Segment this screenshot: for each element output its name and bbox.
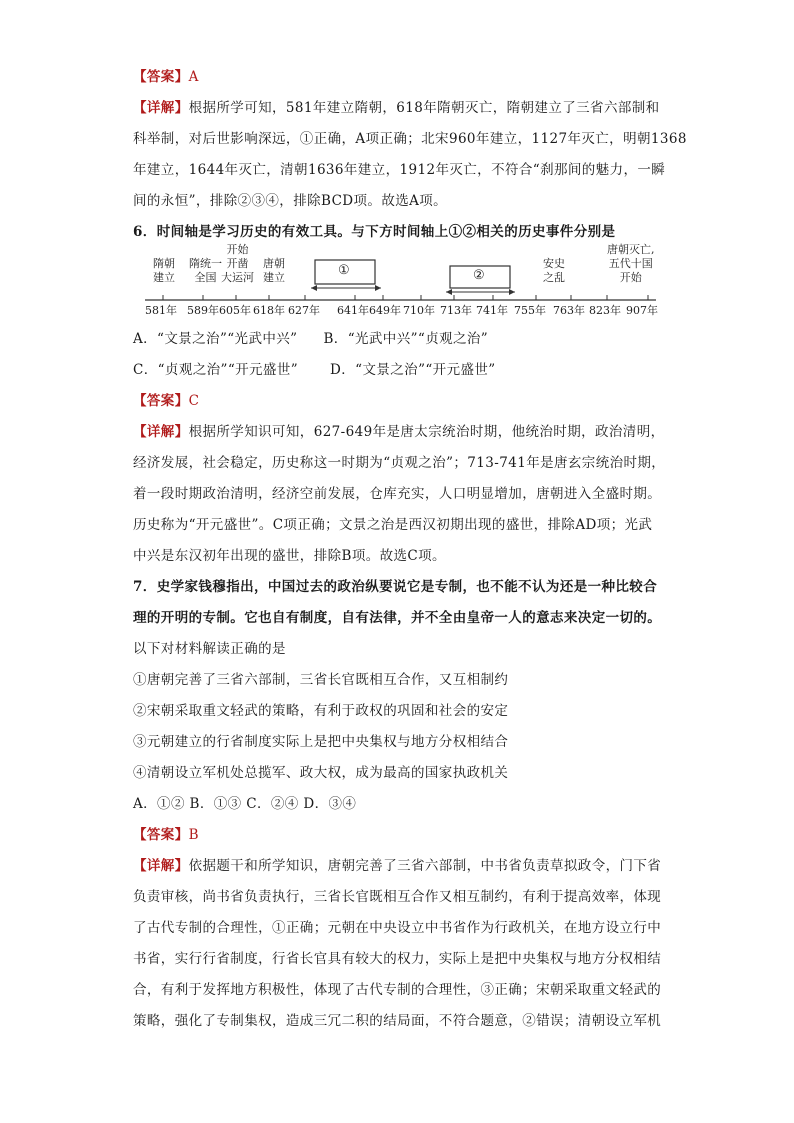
- option-c[interactable]: C．“贞观之治”“开元盛世”: [133, 362, 299, 378]
- q7-item: ②宋朝采取重文轻武的策略，有利于政权的巩固和社会的安定: [133, 703, 509, 719]
- timeline-year: 627年: [288, 304, 320, 317]
- timeline-year: 907年: [626, 304, 658, 317]
- q7-detail-line: 负责审核，尚书省负责执行，三省长官既相互合作又相互制约，有利于提高效率，体现: [133, 889, 662, 905]
- timeline-year: 713年: [440, 304, 472, 317]
- event-line: 唐朝灭亡,: [607, 243, 655, 256]
- timeline-figure: [133, 243, 668, 324]
- q6-detail-line: 中兴是东汉初年出现的盛世，排除B项。故选C项。: [133, 548, 446, 564]
- timeline-box-label-1: ①: [338, 263, 350, 278]
- timeline-box-label-2: ②: [473, 268, 485, 283]
- timeline-year: 649年: [369, 304, 401, 317]
- q5-detail-line: 科举制，对后世影响深远，①正确，A项正确；北宋960年建立，1127年灭亡，明朝1368: [133, 131, 687, 147]
- timeline-event: [189, 257, 222, 285]
- q7-item: ③元朝建立的行省制度实际上是把中央集权与地方分权相结合: [133, 734, 509, 750]
- q5-detail-line: 年建立，1644年灭亡，清朝1636年建立，1912年灭亡，不符合“刹那间的魅力，一瞬: [133, 162, 666, 178]
- q5-detail-line: [133, 93, 668, 124]
- timeline-event: [153, 257, 175, 285]
- document-page: [133, 62, 687, 1037]
- timeline-year: 581年: [145, 304, 177, 317]
- answer-value: B: [188, 827, 199, 843]
- detail-tag: 【详解】: [133, 424, 189, 440]
- q6-options-row: [133, 355, 668, 386]
- q7-answer-line: [133, 820, 668, 851]
- event-line: 建立: [153, 271, 175, 284]
- timeline-year: 710年: [403, 304, 435, 317]
- answer-value: A: [188, 69, 199, 85]
- event-line: 之乱: [543, 271, 565, 284]
- timeline-year: 823年: [589, 304, 621, 317]
- q6-detail-line: 经济发展，社会稳定，历史称这一时期为“贞观之治”；713-741年是唐玄宗统治时期，: [133, 455, 666, 471]
- q7-detail-line: [133, 851, 668, 882]
- timeline-year: 605年: [219, 304, 251, 317]
- timeline-event: [263, 257, 285, 285]
- timeline-year: 589年: [187, 304, 219, 317]
- timeline-event: [543, 257, 565, 285]
- event-line: 开始: [226, 243, 249, 256]
- event-line: 唐朝: [263, 257, 285, 270]
- event-line: 全国: [194, 271, 217, 284]
- event-line: 隋朝: [153, 257, 175, 270]
- q6-detail-line: [133, 417, 668, 448]
- q7-stem-line: 理的开明的专制。它也自有制度，自有法律，并不全由皇帝一人的意志来决定一切的。: [133, 610, 662, 626]
- option-d[interactable]: D．“文景之治”“开元盛世”: [330, 362, 496, 378]
- q7-detail-line: 策略，强化了专制集权，造成三冗二积的结局面，不符合题意，②错误；清朝设立军机: [133, 1013, 662, 1029]
- answer-value: C: [188, 393, 200, 409]
- detail-tag: 【详解】: [133, 858, 189, 874]
- answer-tag: 【答案】: [133, 393, 189, 409]
- q6-detail-line: 历史称为“开元盛世”。C项正确；文景之治是西汉初期出现的盛世，排除AD项；光武: [133, 517, 653, 533]
- timeline-event: [221, 243, 254, 285]
- q7-detail-line: 书省，实行行省制度，行省长官具有较大的权力，实际上是把中央集权与地方分权相结: [133, 951, 662, 967]
- q7-item: ④清朝设立军机处总揽军、政大权，成为最高的国家执政机关: [133, 765, 509, 781]
- timeline-year: 618年: [253, 304, 285, 317]
- timeline-year: 741年: [476, 304, 508, 317]
- option-b[interactable]: B．“光武中兴”“贞观之治”: [323, 331, 489, 347]
- q7-item: ①唐朝完善了三省六部制，三省长官既相互合作，又互相制约: [133, 672, 509, 688]
- q6-options-row: [133, 324, 668, 355]
- event-line: 五代十国: [608, 257, 653, 270]
- q5-detail-line: 间的永恒”，排除②③④，排除BCD项。故选A项。: [133, 193, 448, 209]
- timeline-year: 641年: [337, 304, 369, 317]
- detail-text: 依据题干和所学知识，唐朝完善了三省六部制，中书省负责草拟政令，门下省: [188, 858, 662, 874]
- event-line: 建立: [263, 271, 285, 284]
- event-line: 隋统一: [189, 257, 222, 270]
- timeline-event: [607, 243, 655, 285]
- timeline-year: 755年: [514, 304, 546, 317]
- q5-answer-line: [133, 62, 668, 93]
- event-line: 安史: [543, 257, 565, 270]
- option-a[interactable]: A．“文景之治”“光武中兴”: [133, 331, 298, 347]
- detail-text: 根据所学知识可知，627-649年是唐太宗统治时期，他统治时期，政治清明，: [188, 424, 665, 440]
- event-line: 开凿: [226, 257, 249, 270]
- q6-stem: 6．时间轴是学习历史的有效工具。与下方时间轴上①②相关的历史事件分别是: [133, 224, 616, 240]
- detail-text: 根据所学可知，581年建立隋朝，618年隋朝灭亡，隋朝建立了三省六部制和: [188, 100, 660, 116]
- q7-stem-line: 7．史学家钱穆指出，中国过去的政治纵要说它是专制，也不能不认为还是一种比较合: [133, 579, 658, 595]
- answer-tag: 【答案】: [133, 827, 189, 843]
- answer-tag: 【答案】: [133, 69, 189, 85]
- q6-answer-line: [133, 386, 668, 417]
- q6-detail-line: 着一段时期政治清明，经济空前发展，仓库充实，人口明显增加，唐朝进入全盛时期。: [133, 486, 662, 502]
- q7-detail-line: 合，有利于发挥地方积极性，体现了古代专制的合理性，③正确；宋朝采取重文轻武的: [133, 982, 662, 998]
- event-line: 大运河: [221, 271, 254, 284]
- q7-stem-line: 以下对材料解读正确的是: [133, 641, 286, 657]
- q7-detail-line: 了古代专制的合理性，①正确；元朝在中央设立中书省作为行政机关，在地方设立行中: [133, 920, 662, 936]
- event-line: 开始: [619, 271, 642, 284]
- timeline-year: 763年: [553, 304, 585, 317]
- q7-options[interactable]: A．①② B．①③ C．②④ D．③④: [133, 796, 357, 812]
- detail-tag: 【详解】: [133, 100, 189, 116]
